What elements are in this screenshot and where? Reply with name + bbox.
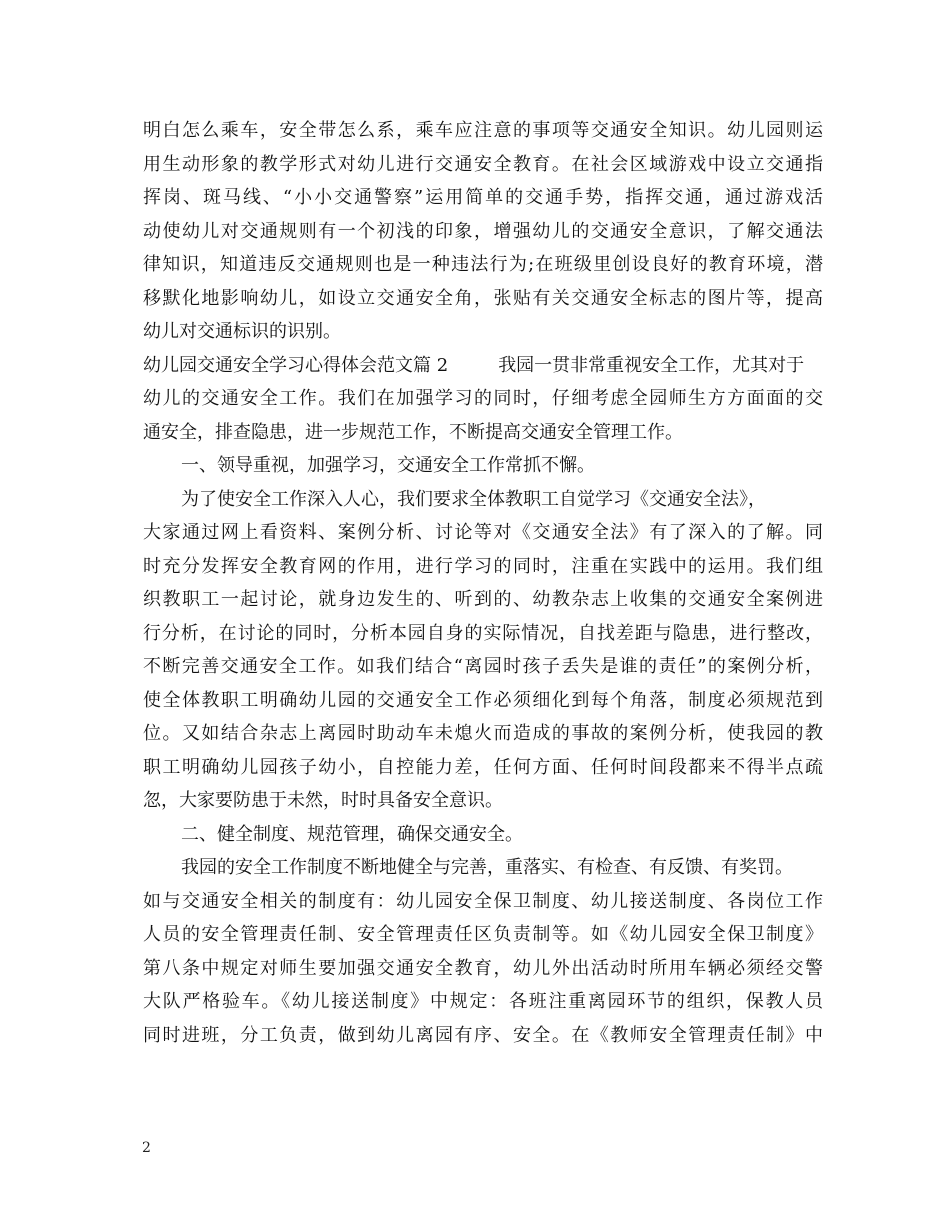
paragraph-line: 行分析，在讨论的同时，分析本园自身的实际情况，自找差距与隐患，进行整改， — [143, 622, 823, 644]
section-title: 幼儿园交通安全学习心得体会范文篇 2 — [143, 354, 449, 376]
heading-2: 二、健全制度、规范管理，确保交通安全。 — [181, 823, 523, 845]
body-line: 移默化地影响幼儿，如设立交通安全角，张贴有关交通安全标志的图片等，提高 — [143, 287, 823, 309]
paragraph-line: 如与交通安全相关的制度有：幼儿园安全保卫制度、幼儿接送制度、各岗位工作 — [143, 890, 823, 912]
body-line: 用生动形象的教学形式对幼儿进行交通安全教育。在社会区域游戏中设立交通指 — [143, 153, 823, 175]
paragraph-line: 同时进班，分工负责，做到幼儿离园有序、安全。在《教师安全管理责任制》中 — [143, 1024, 823, 1046]
paragraph-line: 时充分发挥安全教育网的作用，进行学习的同时，注重在实践中的运用。我们组 — [143, 555, 823, 577]
body-line: 动使幼儿对交通规则有一个初浅的印象，增强幼儿的交通安全意识，了解交通法 — [143, 220, 823, 242]
paragraph-line: 我园的安全工作制度不断地健全与完善，重落实、有检查、有反馈、有奖罚。 — [181, 857, 793, 878]
body-line: 通安全，排查隐患，进一步规范工作，不断提高交通安全管理工作。 — [143, 421, 683, 443]
section-lead: 我园一贯非常重视安全工作，尤其对于 — [498, 354, 805, 376]
document-body — [143, 114, 823, 1052]
body-line: 明白怎么乘车，安全带怎么系，乘车应注意的事项等交通安全知识。幼儿园则运 — [143, 120, 823, 141]
body-line: 幼儿对交通标识的识别。 — [143, 321, 341, 342]
paragraph-line: 为了使安全工作深入人心，我们要求全体教职工自觉学习《交通安全法》， — [181, 488, 766, 510]
paragraph-line: 位。又如结合杂志上离园时助动车未熄火而造成的事故的案例分析，使我园的教 — [143, 723, 823, 744]
paragraph-line: 大家通过网上看资料、案例分析、讨论等对《交通安全法》有了深入的了解。同 — [143, 522, 823, 543]
paragraph-line: 不断完善交通安全工作。如我们结合“离园时孩子丢失是谁的责任”的案例分析， — [143, 656, 823, 677]
paragraph-line: 大队严格验车。《幼儿接送制度》中规定：各班注重离园环节的组织，保教人员 — [143, 991, 823, 1012]
paragraph-line: 职工明确幼儿园孩子幼小，自控能力差，任何方面、任何时间段都来不得半点疏 — [143, 756, 823, 778]
paragraph-line: 织教职工一起讨论，就身边发生的、听到的、幼教杂志上收集的交通安全案例进 — [143, 589, 823, 610]
heading-1: 一、领导重视，加强学习，交通安全工作常抓不懈。 — [181, 455, 595, 476]
paragraph-line: 人员的安全管理责任制、安全管理责任区负责制等。如《幼儿园安全保卫制度》 — [143, 924, 823, 945]
body-line: 律知识，知道违反交通规则也是一种违法行为;在班级里创设良好的教育环境，潜 — [143, 254, 823, 275]
section-title-line — [143, 349, 823, 383]
page-number: 2 — [142, 1140, 151, 1156]
body-line: 挥岗、斑马线、“小小交通警察”运用简单的交通手势，指挥交通，通过游戏活 — [143, 187, 823, 208]
paragraph-line: 忽，大家要防患于未然，时时具备安全意识。 — [143, 790, 503, 811]
paragraph-line: 使全体教职工明确幼儿园的交通安全工作必须细化到每个角落，制度必须规范到 — [143, 689, 823, 711]
paragraph-line: 第八条中规定对师生要加强交通安全教育，幼儿外出活动时所用车辆必须经交警 — [143, 957, 823, 979]
body-line: 幼儿的交通安全工作。我们在加强学习的同时，仔细考虑全园师生方方面面的交 — [143, 388, 823, 409]
